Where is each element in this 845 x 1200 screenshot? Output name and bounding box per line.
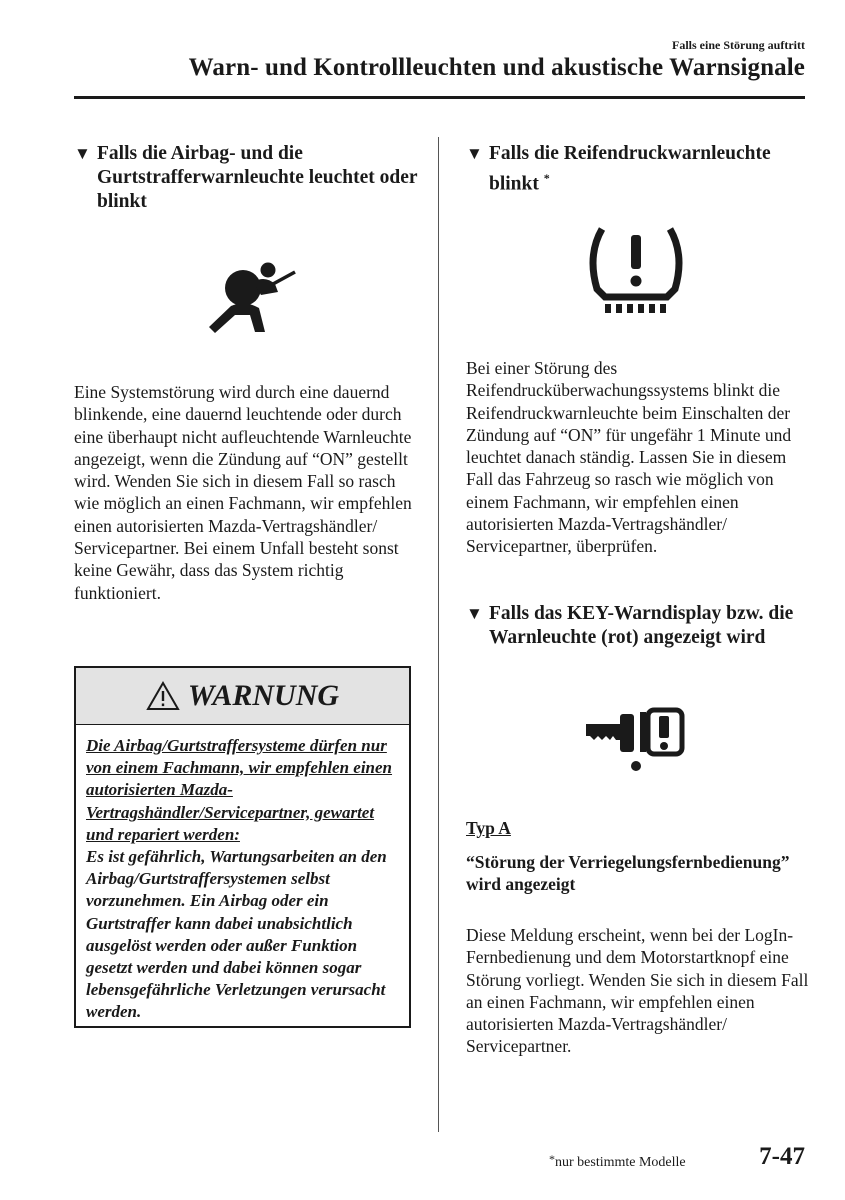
warning-box — [74, 666, 411, 1028]
key-warning-icon — [586, 696, 686, 772]
airbag-heading — [74, 142, 419, 214]
warning-text: Es ist gefährlich, Wartungsarbeiten an den Airbag/Gurtstraffersystemen selbst vorzunehmen. Ein Airbag oder ein Gurtstraffer kann dabei unabsichtlich ausgelöst werden oder außer Funktion gesetzt werden und dabei können sogar lebensgefährliche Verletzungen verursacht werden. — [86, 847, 387, 1022]
tpms-heading-text: Falls die Reifendruckwarnleuchte blinkt * — [489, 143, 771, 195]
key-paragraph: Diese Meldung erscheint, wenn bei der LogIn-Fernbedienung und dem Motorstartknopf eine Störung vorliegt. Wenden Sie sich in diesem Fall an einen Fachmann, wir empfehlen einen autorisierten Mazda-Vertragshändler/ Servicepartner. — [466, 925, 809, 1057]
type-label: Typ A — [466, 818, 511, 838]
triangle-bullet-icon: ▼ — [466, 144, 483, 163]
header-rule — [74, 96, 805, 99]
message-heading: “Störung der Verriegelungsfernbedienung” wird angezeigt — [466, 852, 790, 895]
airbag-warning-icon — [205, 262, 297, 336]
model-asterisk: * — [543, 171, 550, 185]
warning-title: WARNUNG — [187, 679, 340, 712]
triangle-bullet-icon: ▼ — [74, 144, 91, 163]
warning-header — [76, 668, 409, 725]
footnote-asterisk: * — [549, 1152, 555, 1166]
column-divider — [438, 137, 439, 1132]
key-heading-text: Falls das KEY-Warndisplay bzw. die Warnleuchte (rot) angezeigt wird — [489, 603, 794, 648]
airbag-paragraph: Eine Systemstörung wird durch eine dauernd blinkende, eine dauernd leuchtende oder durch eine überhaupt nicht aufleuchtende Warnleuchte angezeigt, wenn die Zündung auf “ON” gestellt wird. Wenden Sie sich in diesem Fall so rasch wie möglich an einen Fachmann, wir empfehlen einen autorisierten Mazda-Vertragshändler/ Servicepartner. Bei einem Unfall besteht sonst keine Gewähr, dass das System richtig funktioniert. — [74, 382, 412, 603]
triangle-bullet-icon: ▼ — [466, 604, 483, 623]
warning-body — [76, 725, 409, 1024]
warning-triangle-icon — [146, 681, 180, 711]
footnote — [549, 1152, 686, 1171]
footnote-text: nur bestimmte Modelle — [555, 1155, 686, 1170]
section-label: Falls eine Störung auftritt — [672, 38, 805, 52]
tpms-paragraph: Bei einer Störung des Reifendrucküberwachungssystems blinkt die Reifendruckwarnleuchte beim Einschalten der Zündung auf “ON” für ungefähr 1 Minute und leuchtet danach ständig. Lassen Sie in diesem Fall das Fahrzeug so rasch wie möglich von einem Fachmann, wir empfehlen einen autorisierten Mazda-Vertragshändler/ Servicepartner, überprüfen. — [466, 358, 792, 557]
page-number: 7-47 — [759, 1143, 805, 1170]
page-title: Warn- und Kontrollleuchten und akustische Warnsignale — [188, 54, 805, 81]
key-heading — [466, 602, 811, 650]
warning-underlined-text: Die Airbag/Gurtstraffersysteme dürfen nur von einem Fachmann, wir empfehlen einen autorisierten Mazda-Vertragshändler/Servicepartner, gewartet und repariert werden: — [86, 736, 393, 844]
airbag-heading-text: Falls die Airbag- und die Gurtstrafferwarnleuchte leuchtet oder blinkt — [97, 143, 418, 212]
tpms-heading — [466, 142, 811, 197]
tire-pressure-warning-icon — [585, 225, 687, 317]
